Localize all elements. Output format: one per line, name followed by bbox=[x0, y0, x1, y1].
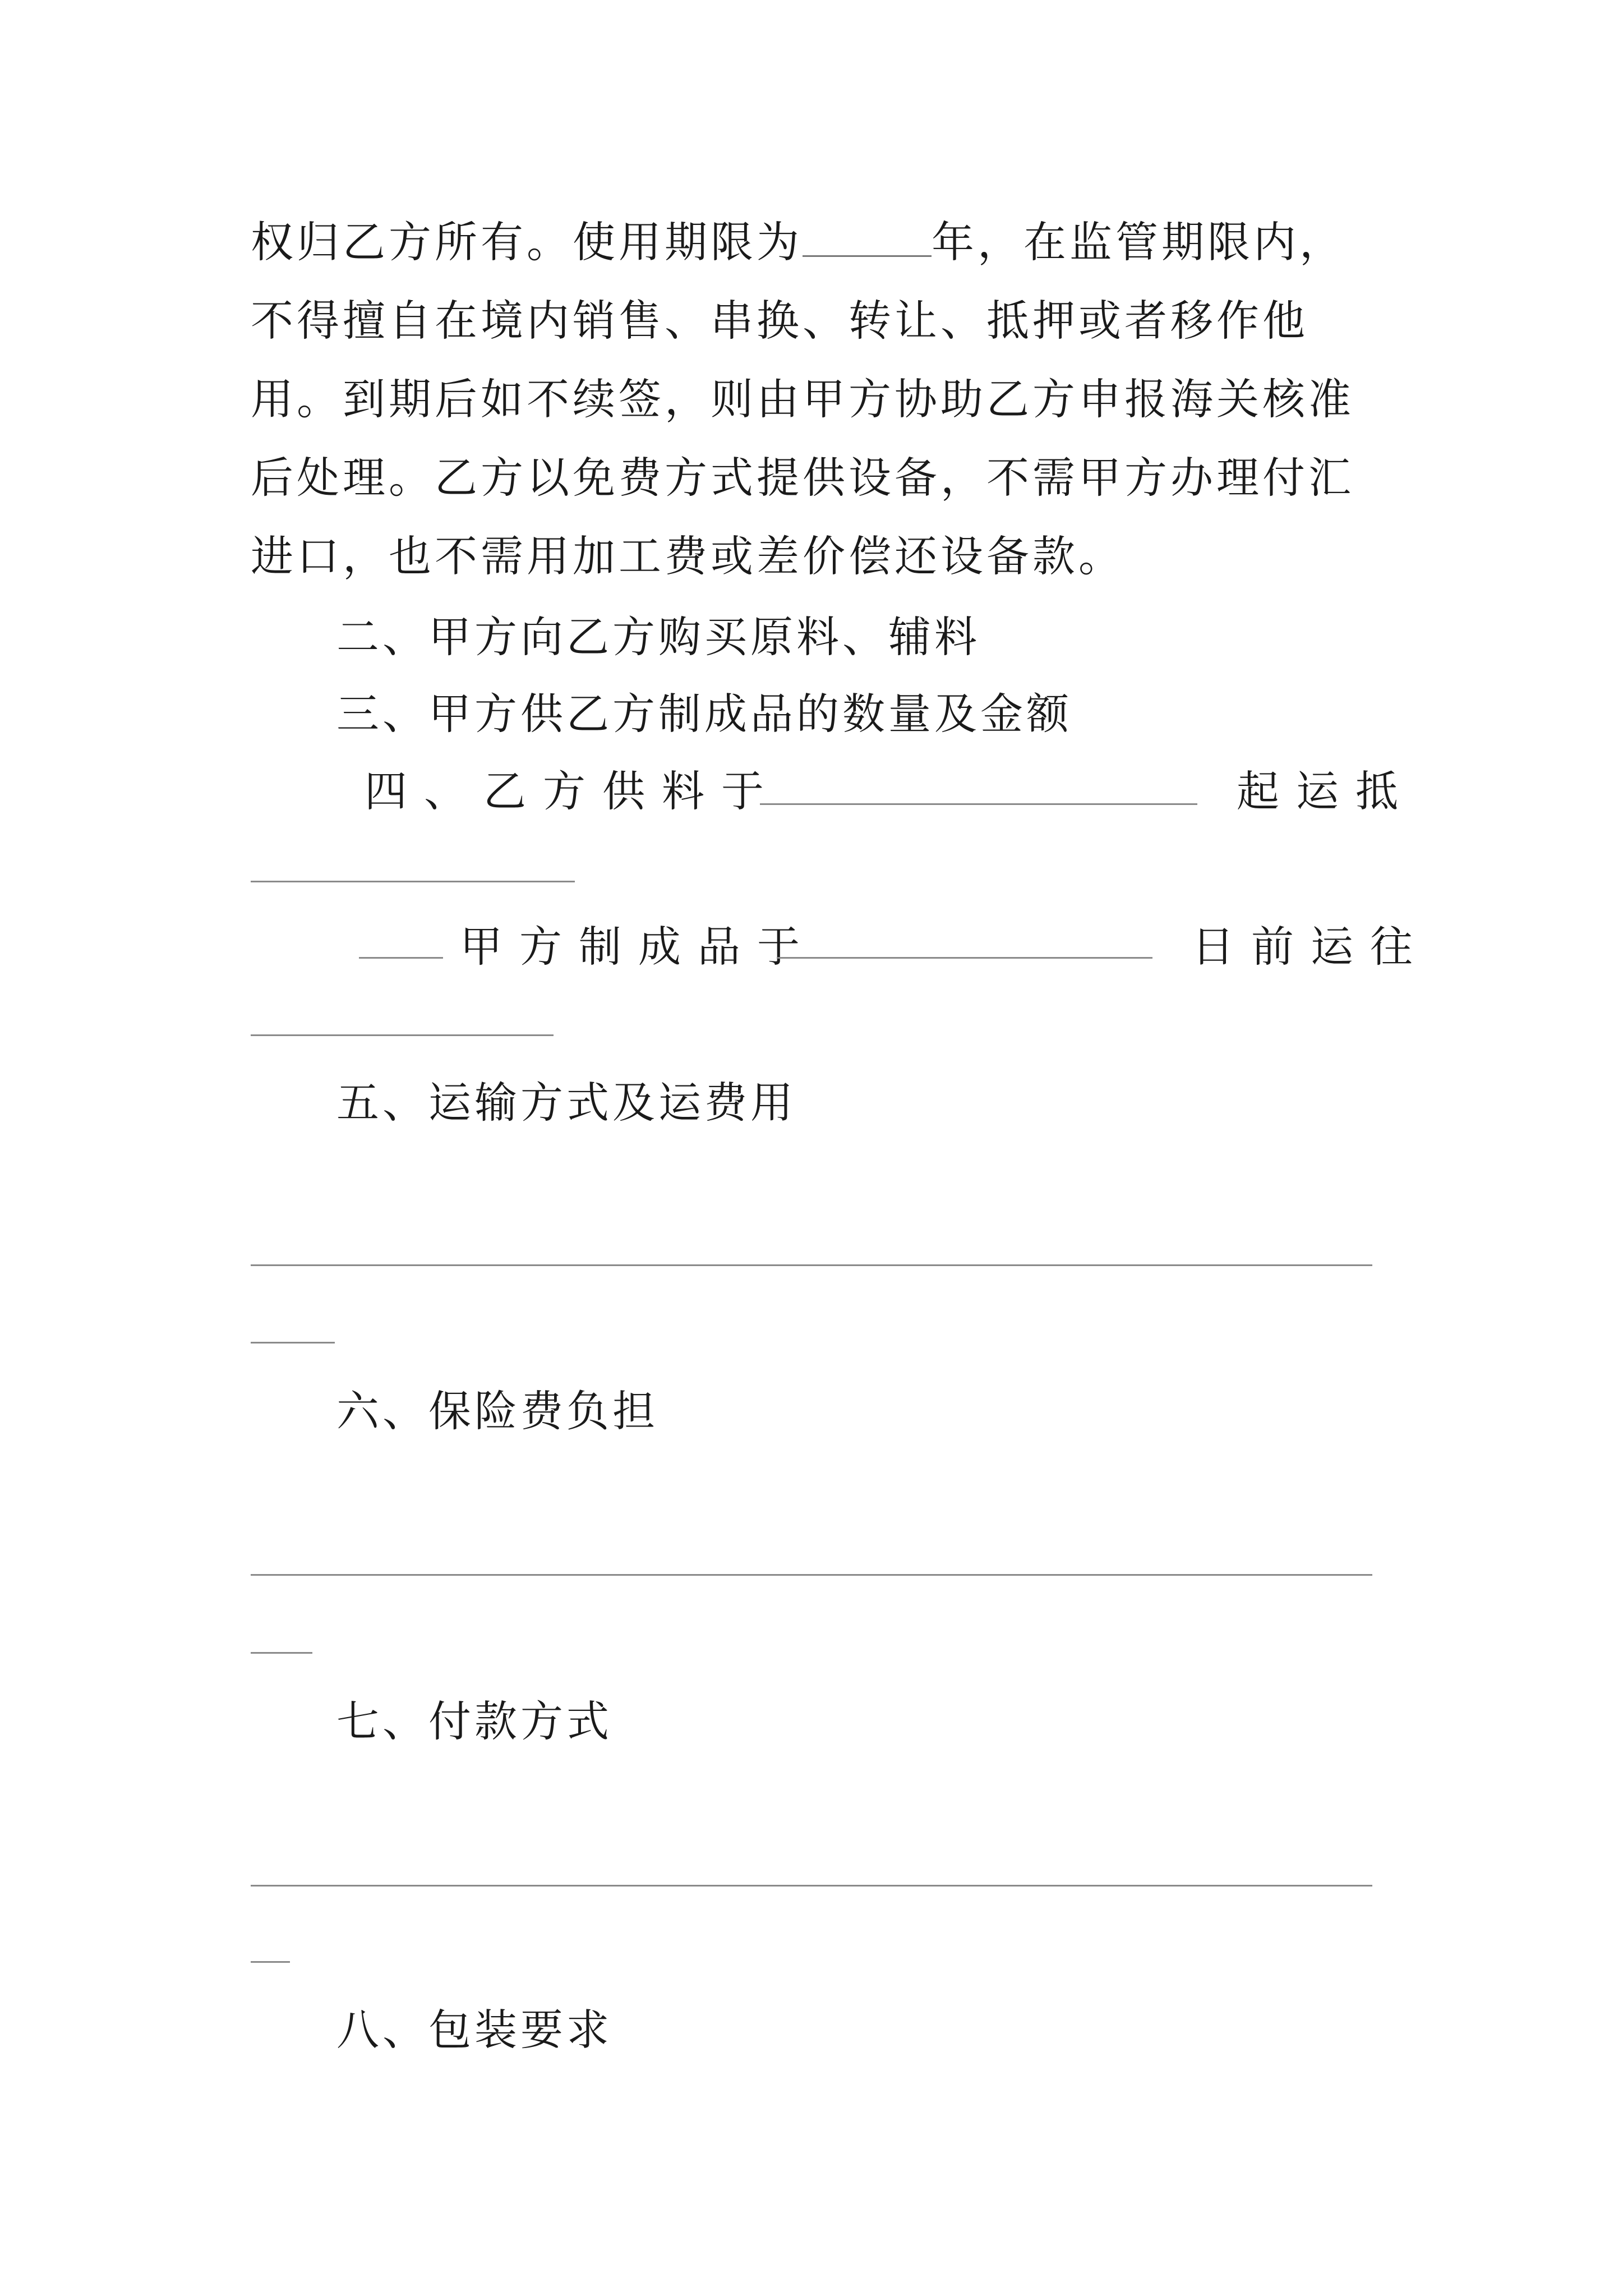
blank-product-date bbox=[777, 957, 1152, 959]
section-4-line1-start: 四、乙方供料于 bbox=[365, 766, 781, 816]
section-4-line2-start: 甲方制成品于 bbox=[460, 922, 817, 972]
section-5-heading: 五、运输方式及运费用 bbox=[336, 1078, 796, 1128]
blank-supply-destination bbox=[251, 881, 575, 882]
blank-years bbox=[803, 222, 932, 257]
section-8-heading: 八、包装要求 bbox=[336, 2005, 612, 2055]
section-6-heading: 六、保险费负担 bbox=[336, 1386, 658, 1436]
paragraph-text-a: 权归乙方所有。使用期限为 bbox=[251, 217, 803, 267]
section-4-line1-end: 起运抵 bbox=[1237, 766, 1415, 816]
blank-payment-line2 bbox=[251, 1961, 290, 1963]
blank-insurance-line1 bbox=[251, 1574, 1372, 1576]
section-7-heading: 七、付款方式 bbox=[336, 1696, 612, 1746]
blank-supply-origin bbox=[760, 803, 1197, 805]
blank-transport-line1 bbox=[251, 1264, 1372, 1266]
section-4-line2-end: 日前运往 bbox=[1192, 922, 1430, 972]
blank-payment-line1 bbox=[251, 1885, 1372, 1887]
blank-transport-line2 bbox=[251, 1342, 335, 1343]
section-2-heading: 二、甲方向乙方购买原料、辅料 bbox=[336, 612, 980, 662]
section-3-heading: 三、甲方供乙方制成品的数量及金额 bbox=[336, 689, 1072, 739]
blank-short bbox=[359, 957, 443, 959]
blank-product-destination bbox=[251, 1034, 554, 1036]
blank-insurance-line2 bbox=[251, 1652, 312, 1654]
paragraph-text-b: 年，在监管期限内，不得擅自在境内销售、串换、转让、抵押或者移作他用。到期后如不续签，则由甲方协助乙方申报海关核准后处理。乙方以免费方式提供设备，不需甲方办理付汇进口，也不需用加工费或差价偿还设备款。 bbox=[251, 217, 1354, 581]
paragraph-equipment-terms bbox=[251, 203, 1389, 596]
